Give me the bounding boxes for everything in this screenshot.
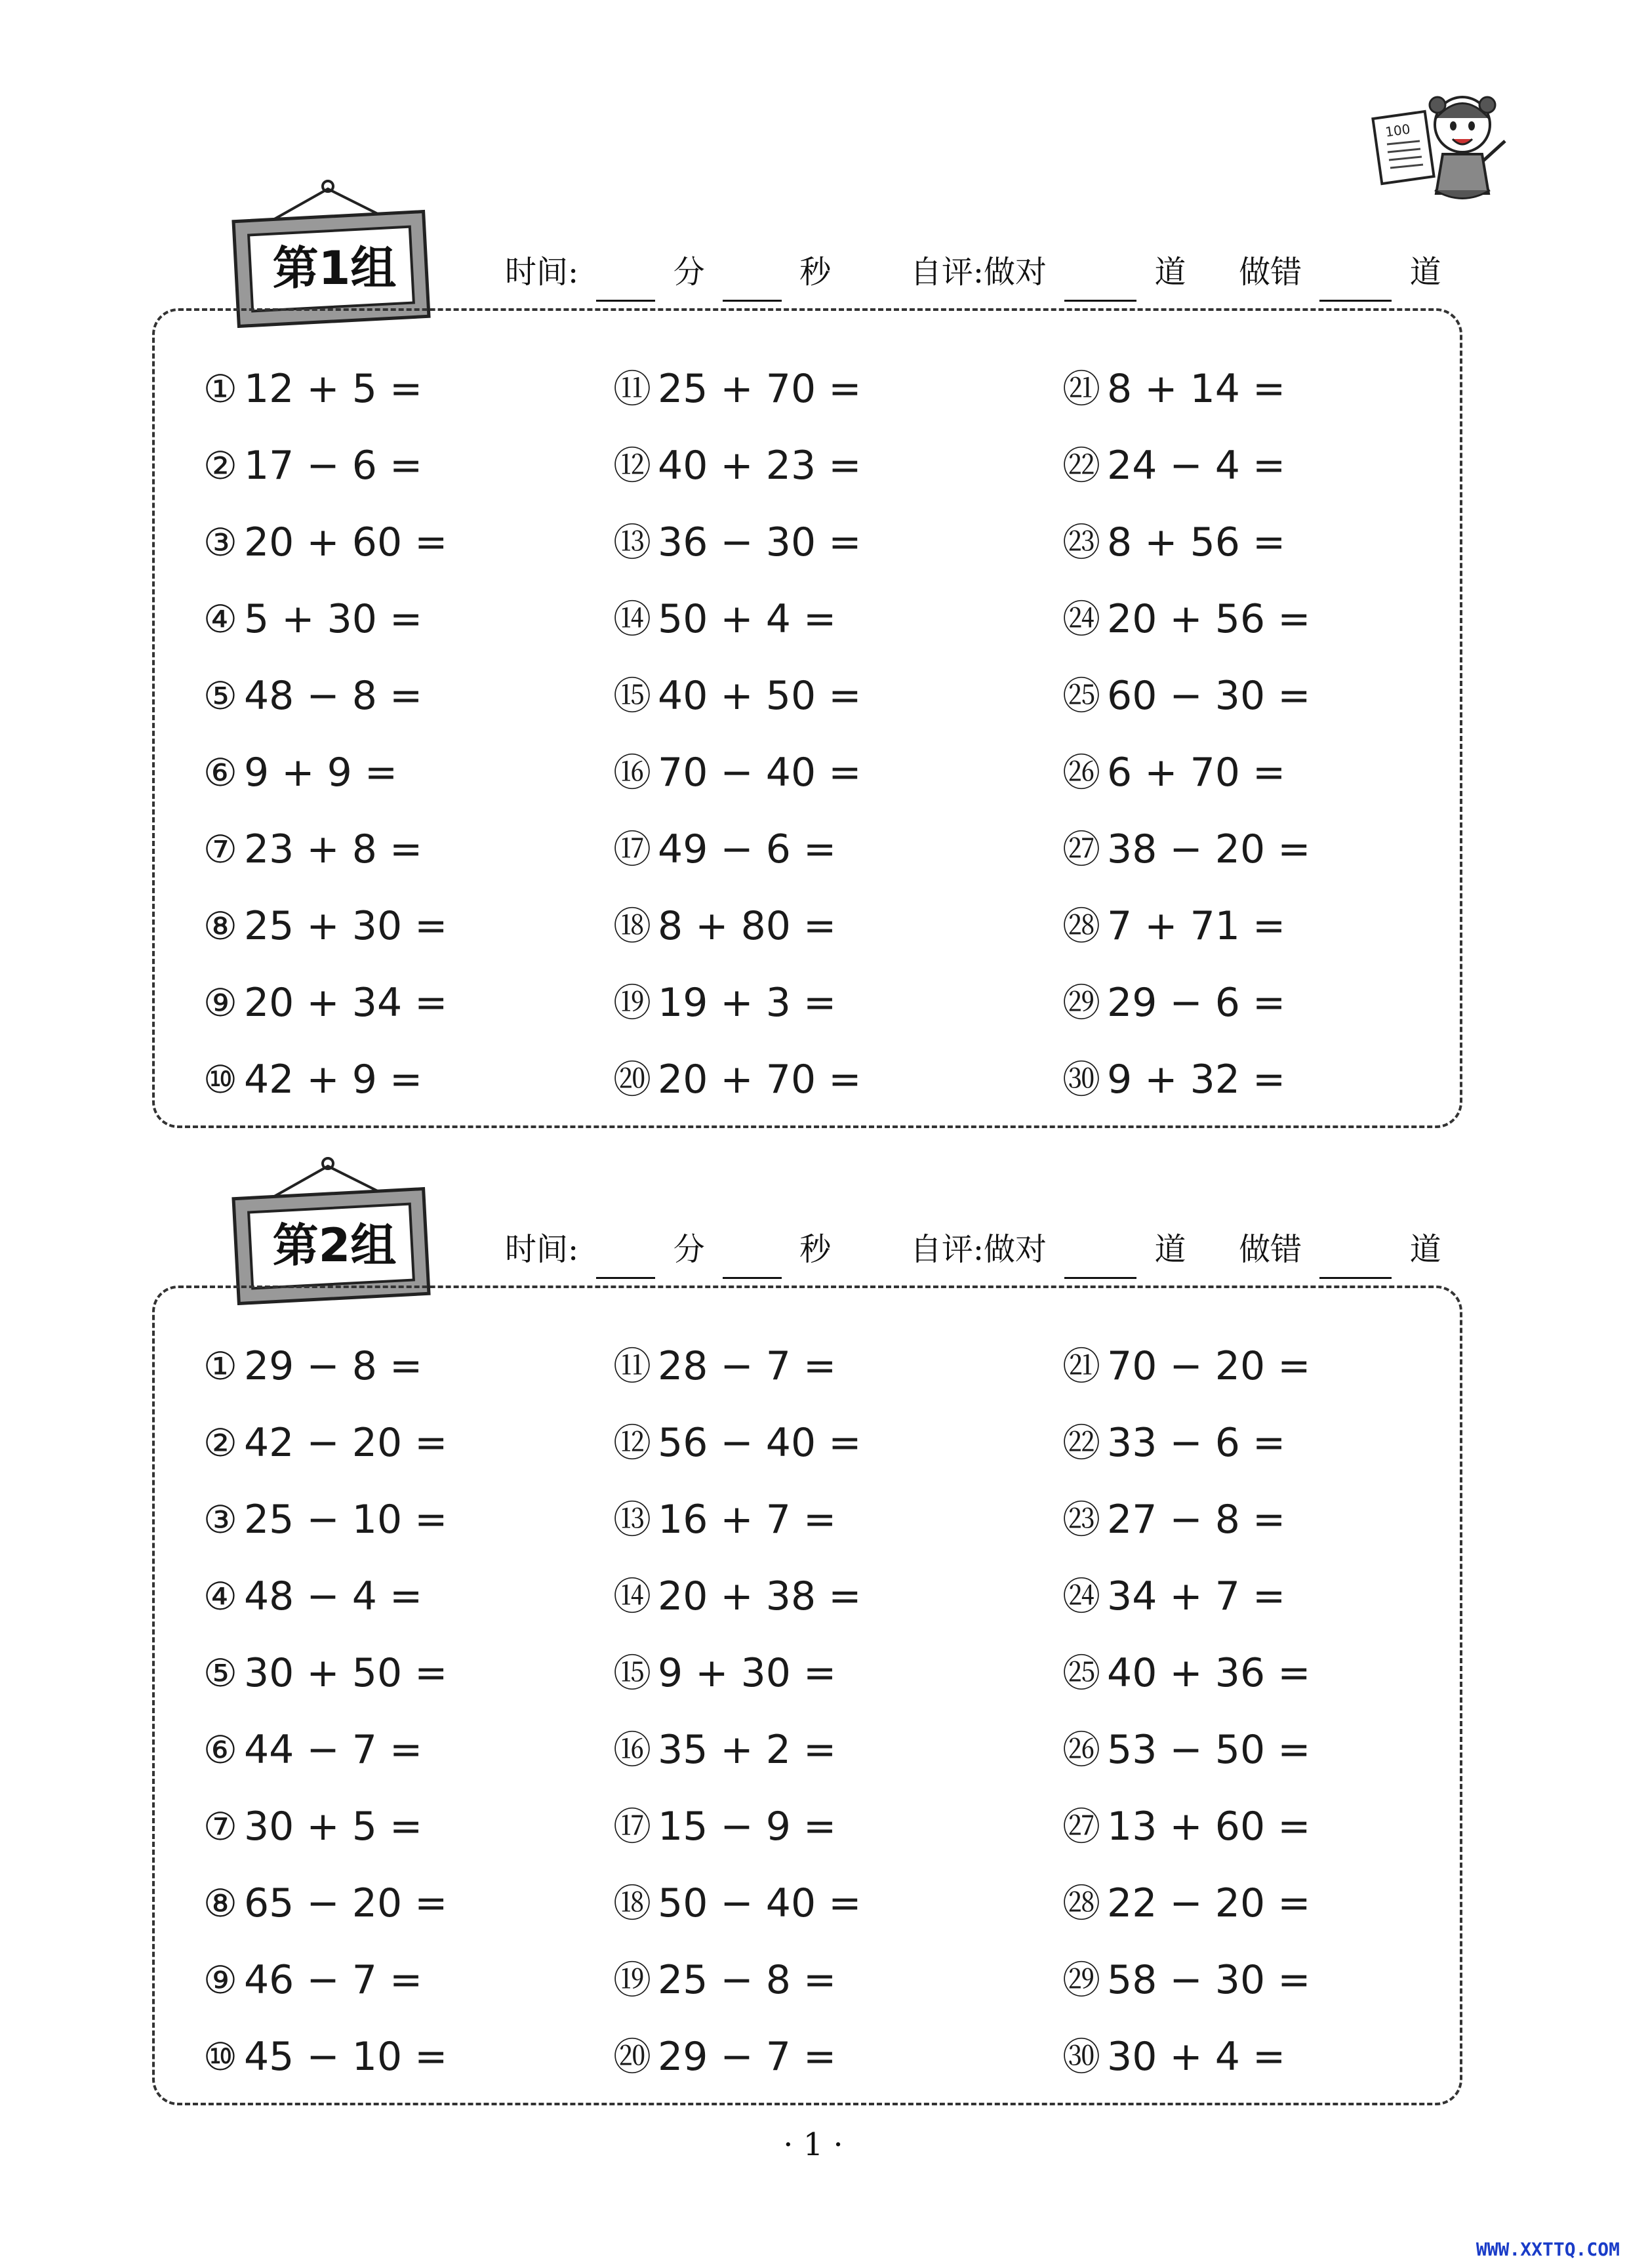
problem	[203, 888, 623, 965]
problem-expression: 50 − 40 =	[658, 1880, 862, 1926]
group-title: 第2组	[272, 1219, 397, 1272]
problem	[1062, 504, 1482, 581]
problem-expression: 5 + 30 =	[244, 596, 423, 642]
problem-expression: 30 + 4 =	[1107, 2034, 1286, 2080]
problem-number: ㉕	[1062, 1651, 1101, 1695]
problem-number: ⑩	[203, 2035, 237, 2079]
problem	[1062, 811, 1482, 888]
group-title-sign	[216, 177, 439, 328]
problem-number: ⑤	[203, 1651, 237, 1695]
problem-number: ⑤	[203, 674, 237, 718]
watermark: WWW.XXTTQ.COM	[1476, 2238, 1620, 2260]
problem	[203, 428, 623, 504]
problem-number: ④	[203, 597, 237, 641]
problem	[203, 504, 623, 581]
problem-expression: 38 − 20 =	[1107, 826, 1311, 872]
problem	[1062, 1042, 1482, 1118]
group-2	[0, 1154, 1627, 2125]
problem-expression: 12 + 5 =	[244, 366, 423, 412]
problem	[203, 1865, 623, 1942]
problem	[1062, 1942, 1482, 2019]
problem	[203, 581, 623, 658]
problem-column-2	[613, 1328, 1033, 2096]
problem-expression: 36 − 30 =	[658, 519, 862, 565]
problem-column-3	[1062, 351, 1482, 1118]
problem	[613, 888, 1033, 965]
problem-number: ㉔	[1062, 1574, 1101, 1619]
problem-expression: 8 + 14 =	[1107, 366, 1286, 412]
problem-expression: 56 − 40 =	[658, 1420, 862, 1466]
problem	[203, 965, 623, 1042]
problem	[1062, 1482, 1482, 1558]
problem	[1062, 658, 1482, 735]
problem-expression: 70 − 40 =	[658, 750, 862, 796]
problem	[1062, 965, 1482, 1042]
problem-expression: 25 − 8 =	[658, 1957, 837, 2003]
problem-expression: 20 + 70 =	[658, 1057, 862, 1103]
problem-expression: 20 + 56 =	[1107, 596, 1311, 642]
problem-number: ⑰	[613, 1804, 652, 1849]
problem-number: ⑱	[613, 1881, 652, 1926]
problem	[203, 1942, 623, 2019]
problem-expression: 44 − 7 =	[244, 1727, 423, 1773]
problem	[613, 735, 1033, 811]
problem	[613, 1328, 1033, 1405]
problem-number: ⑮	[613, 674, 652, 718]
problem-number: ㉓	[1062, 1497, 1101, 1542]
correct-count-blank[interactable]	[1064, 260, 1136, 302]
problem-number: ⑪	[613, 367, 652, 411]
problem-expression: 6 + 70 =	[1107, 750, 1286, 796]
problem-number: ⑱	[613, 904, 652, 948]
problem	[613, 658, 1033, 735]
correct-unit-label: 道	[1154, 254, 1186, 291]
problem-column-1	[203, 351, 623, 1118]
problem-number: ㉕	[1062, 674, 1101, 718]
problem	[613, 1635, 1033, 1712]
problem-expression: 25 − 10 =	[244, 1497, 448, 1543]
problem	[1062, 351, 1482, 428]
group-title-sign	[216, 1154, 439, 1305]
problem	[203, 658, 623, 735]
problem	[203, 1558, 623, 1635]
problem-expression: 60 − 30 =	[1107, 673, 1311, 719]
problem	[613, 1789, 1033, 1865]
problem-number: ⑨	[203, 1958, 237, 2002]
problem-number: ⑯	[613, 1728, 652, 1772]
problem-expression: 27 − 8 =	[1107, 1497, 1286, 1543]
problem	[203, 1712, 623, 1789]
problem-number: ④	[203, 1574, 237, 1619]
problem	[203, 1635, 623, 1712]
problem	[613, 811, 1033, 888]
minutes-blank[interactable]	[596, 260, 655, 302]
problem-expression: 9 + 32 =	[1107, 1057, 1286, 1103]
problem-number: ②	[203, 1421, 237, 1465]
problem	[1062, 1328, 1482, 1405]
problem-expression: 46 − 7 =	[244, 1957, 423, 2003]
wrong-label: 做错	[1239, 254, 1302, 291]
problem-expression: 29 − 6 =	[1107, 980, 1286, 1026]
self-eval-correct-label: 自评:做对	[910, 1231, 1047, 1268]
problem-number: ㉑	[1062, 1344, 1101, 1388]
problem-number: ①	[203, 367, 237, 411]
problem-expression: 13 + 60 =	[1107, 1804, 1311, 1850]
problem-number: ㉚	[1062, 1057, 1101, 1102]
problem-expression: 65 − 20 =	[244, 1880, 448, 1926]
problem-number: ⑦	[203, 1804, 237, 1849]
problem-grid	[203, 1328, 1449, 2089]
correct-count-blank[interactable]	[1064, 1238, 1136, 1279]
problem-expression: 35 + 2 =	[658, 1727, 837, 1773]
problem-expression: 48 − 8 =	[244, 673, 423, 719]
seconds-blank[interactable]	[723, 260, 782, 302]
problem-expression: 49 − 6 =	[658, 826, 837, 872]
problem	[1062, 1865, 1482, 1942]
problem-expression: 22 − 20 =	[1107, 1880, 1311, 1926]
problem	[203, 735, 623, 811]
wrong-label: 做错	[1239, 1231, 1302, 1268]
problem	[613, 965, 1033, 1042]
minutes-blank[interactable]	[596, 1238, 655, 1279]
problem	[203, 1789, 623, 1865]
problem-expression: 19 + 3 =	[658, 980, 837, 1026]
problem-expression: 20 + 34 =	[244, 980, 448, 1026]
problem-number: ⑮	[613, 1651, 652, 1695]
problem	[203, 2019, 623, 2096]
page-number: · 1 ·	[783, 2126, 843, 2163]
problem	[1062, 428, 1482, 504]
problem-expression: 33 − 6 =	[1107, 1420, 1286, 1466]
problem-number: ⑬	[613, 520, 652, 565]
problem-number: ㉑	[1062, 367, 1101, 411]
problem-number: ③	[203, 520, 237, 565]
problem-number: ⑦	[203, 827, 237, 872]
problem	[613, 504, 1033, 581]
problem-expression: 23 + 8 =	[244, 826, 423, 872]
problem-expression: 58 − 30 =	[1107, 1957, 1311, 2003]
time-label: 时间:	[505, 254, 579, 291]
problem-number: ②	[203, 443, 237, 488]
problem-expression: 29 − 8 =	[244, 1343, 423, 1389]
problem-number: ⑪	[613, 1344, 652, 1388]
problem-expression: 15 − 9 =	[658, 1804, 837, 1850]
problem-expression: 40 + 23 =	[658, 443, 862, 489]
problem-expression: 34 + 7 =	[1107, 1573, 1286, 1619]
problem-number: ⑯	[613, 750, 652, 795]
seconds-label: 秒	[799, 1231, 832, 1268]
problem	[1062, 581, 1482, 658]
problem-expression: 40 + 36 =	[1107, 1650, 1311, 1696]
problem-number: ⑥	[203, 750, 237, 795]
problem-expression: 48 − 4 =	[244, 1573, 423, 1619]
problem-number: ⑨	[203, 981, 237, 1025]
problem-number: ⑫	[613, 443, 652, 488]
problem-column-1	[203, 1328, 623, 2096]
problem-expression: 25 + 70 =	[658, 366, 862, 412]
wrong-count-blank[interactable]	[1319, 260, 1392, 302]
score-record-line	[505, 243, 1441, 302]
problem	[613, 2019, 1033, 2096]
problem-number: ⑲	[613, 1958, 652, 2002]
problem	[1062, 1635, 1482, 1712]
problem-expression: 45 − 10 =	[244, 2034, 448, 2080]
problem-number: ㉗	[1062, 827, 1101, 872]
problem-expression: 7 + 71 =	[1107, 903, 1286, 949]
problem-number: ㉙	[1062, 981, 1101, 1025]
problem-column-3	[1062, 1328, 1482, 2096]
problem-expression: 70 − 20 =	[1107, 1343, 1311, 1389]
problem-number: ③	[203, 1497, 237, 1542]
wrong-unit-label: 道	[1409, 254, 1441, 291]
problem-number: ⑭	[613, 597, 652, 641]
group-1	[0, 177, 1627, 1148]
problem	[1062, 1558, 1482, 1635]
problem	[613, 351, 1033, 428]
problem-expression: 25 + 30 =	[244, 903, 448, 949]
problem-expression: 16 + 7 =	[658, 1497, 837, 1543]
problem-expression: 53 − 50 =	[1107, 1727, 1311, 1773]
problem-number: ⑫	[613, 1421, 652, 1465]
minutes-label: 分	[673, 254, 705, 291]
problem	[613, 428, 1033, 504]
problem-number: ⑧	[203, 904, 237, 948]
score-record-line	[505, 1220, 1441, 1279]
self-eval-correct-label: 自评:做对	[910, 254, 1047, 291]
problem	[613, 1712, 1033, 1789]
problem-number: ①	[203, 1344, 237, 1388]
problem-expression: 8 + 56 =	[1107, 519, 1286, 565]
problem	[1062, 888, 1482, 965]
problem-number: ⑥	[203, 1728, 237, 1772]
problem-number: ⑬	[613, 1497, 652, 1542]
problem-expression: 20 + 60 =	[244, 519, 448, 565]
problem-expression: 42 + 9 =	[244, 1057, 423, 1103]
problem-number: ⑧	[203, 1881, 237, 1926]
problem-expression: 42 − 20 =	[244, 1420, 448, 1466]
problem-expression: 50 + 4 =	[658, 596, 837, 642]
problem-expression: 28 − 7 =	[658, 1343, 837, 1389]
paper-score-label: 100	[1384, 121, 1411, 140]
problem	[203, 1042, 623, 1118]
problem-number: ㉒	[1062, 1421, 1101, 1465]
problem	[613, 1865, 1033, 1942]
problem-number: ㉒	[1062, 443, 1101, 488]
problem	[1062, 1789, 1482, 1865]
wrong-count-blank[interactable]	[1319, 1238, 1392, 1279]
problem-number: ⑭	[613, 1574, 652, 1619]
time-label: 时间:	[505, 1231, 579, 1268]
problem-number: ⑳	[613, 2035, 652, 2079]
problem	[613, 1042, 1033, 1118]
problem	[613, 581, 1033, 658]
problem-number: ㉘	[1062, 1881, 1101, 1926]
problem-number: ㉗	[1062, 1804, 1101, 1849]
problem	[203, 1328, 623, 1405]
problem-number: ㉖	[1062, 1728, 1101, 1772]
problem	[613, 1482, 1033, 1558]
problem-expression: 30 + 50 =	[244, 1650, 448, 1696]
problem	[613, 1558, 1033, 1635]
problem-number: ㉙	[1062, 1958, 1101, 2002]
problem-expression: 9 + 9 =	[244, 750, 398, 796]
problem-number: ⑳	[613, 1057, 652, 1102]
problem	[1062, 1712, 1482, 1789]
problem-number: ⑰	[613, 827, 652, 872]
problem-expression: 29 − 7 =	[658, 2034, 837, 2080]
correct-unit-label: 道	[1154, 1231, 1186, 1268]
minutes-label: 分	[673, 1231, 705, 1268]
problem-number: ㉖	[1062, 750, 1101, 795]
problem-number: ㉘	[1062, 904, 1101, 948]
seconds-blank[interactable]	[723, 1238, 782, 1279]
problem-number: ⑲	[613, 981, 652, 1025]
problem-column-2	[613, 351, 1033, 1118]
group-title: 第1组	[272, 241, 397, 295]
problem-number: ㉚	[1062, 2035, 1101, 2079]
seconds-label: 秒	[799, 254, 832, 291]
problem-number: ㉓	[1062, 520, 1101, 565]
problem-number: ㉔	[1062, 597, 1101, 641]
problem-expression: 17 − 6 =	[244, 443, 423, 489]
problem	[1062, 1405, 1482, 1482]
problem	[203, 1405, 623, 1482]
problem	[1062, 735, 1482, 811]
problem-expression: 8 + 80 =	[658, 903, 837, 949]
wrong-unit-label: 道	[1409, 1231, 1441, 1268]
problem-expression: 24 − 4 =	[1107, 443, 1286, 489]
problem	[203, 351, 623, 428]
problem	[613, 1942, 1033, 2019]
problem-expression: 9 + 30 =	[658, 1650, 837, 1696]
problem	[613, 1405, 1033, 1482]
problem-expression: 30 + 5 =	[244, 1804, 423, 1850]
problem-number: ⑩	[203, 1057, 237, 1102]
problem	[203, 811, 623, 888]
problem	[1062, 2019, 1482, 2096]
problem	[203, 1482, 623, 1558]
problem-grid	[203, 351, 1449, 1112]
problem-expression: 40 + 50 =	[658, 673, 862, 719]
problem-expression: 20 + 38 =	[658, 1573, 862, 1619]
